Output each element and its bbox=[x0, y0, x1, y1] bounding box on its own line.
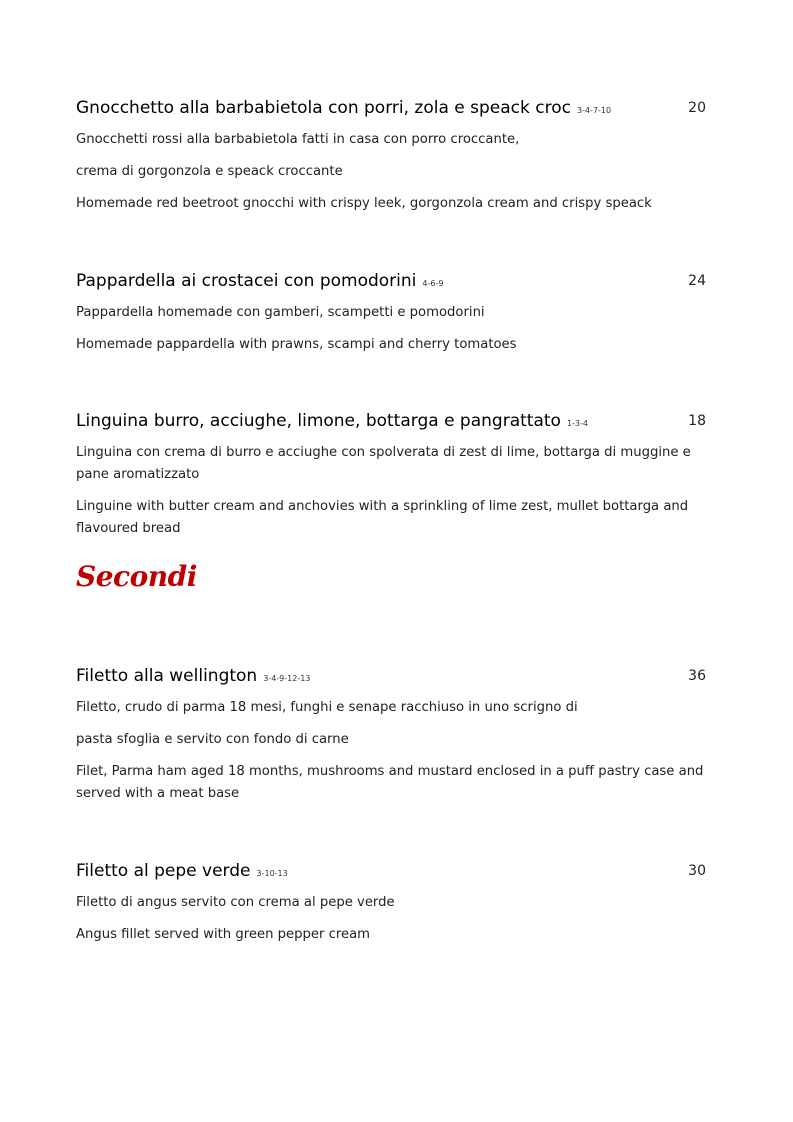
allergen-codes: 3-4-7-10 bbox=[576, 106, 612, 115]
dish-title: Linguina burro, acciughe, limone, bottarga e pangrattato bbox=[76, 411, 561, 431]
dish-title: Filetto alla wellington bbox=[76, 666, 258, 686]
dish-description: Linguine with butter cream and anchovies with a sprinkling of lime zest, mullet bottarga and flavoured bread bbox=[76, 499, 689, 536]
dish-description: Filet, Parma ham aged 18 months, mushrooms and mustard enclosed in a puff pastry case and served with a meat base bbox=[76, 764, 704, 801]
dish-price: 24 bbox=[688, 273, 706, 289]
dish-description: Gnocchetti rossi alla barbabietola fatti in casa con porro croccante, bbox=[76, 132, 520, 147]
dish-description: crema di gorgonzola e speack croccante bbox=[76, 164, 343, 179]
menu-item-header bbox=[76, 97, 706, 119]
menu-item bbox=[76, 270, 706, 356]
allergen-codes: 3-10-13 bbox=[256, 869, 288, 878]
menu-item-header bbox=[76, 410, 706, 432]
menu-item-header bbox=[76, 665, 706, 687]
section-heading-secondi: Secondi bbox=[76, 560, 197, 593]
allergen-codes: 3-4-9-12-13 bbox=[263, 674, 311, 683]
dish-description: Angus fillet served with green pepper cream bbox=[76, 927, 370, 942]
menu-item-header bbox=[76, 860, 706, 882]
dish-description: Filetto, crudo di parma 18 mesi, funghi e senape racchiuso in uno scrigno di bbox=[76, 700, 578, 715]
dish-price: 36 bbox=[688, 668, 706, 684]
menu-item bbox=[76, 860, 706, 946]
dish-description: pasta sfoglia e servito con fondo di carne bbox=[76, 732, 349, 747]
dish-title: Filetto al pepe verde bbox=[76, 861, 251, 881]
allergen-codes: 1-3-4 bbox=[566, 419, 588, 428]
dish-price: 30 bbox=[688, 863, 706, 879]
dish-description: Linguina con crema di burro e acciughe con spolverata di zest di lime, bottarga di muggine e pane aromatizzato bbox=[76, 445, 691, 482]
dish-price: 18 bbox=[688, 413, 706, 429]
dish-description: Filetto di angus servito con crema al pepe verde bbox=[76, 895, 395, 910]
menu-item-header bbox=[76, 270, 706, 292]
menu-item bbox=[76, 97, 706, 215]
menu-item bbox=[76, 410, 706, 540]
allergen-codes: 4-6-9 bbox=[422, 279, 444, 288]
dish-description: Homemade pappardella with prawns, scampi and cherry tomatoes bbox=[76, 337, 517, 352]
menu-item bbox=[76, 665, 706, 805]
dish-title: Pappardella ai crostacei con pomodorini bbox=[76, 271, 417, 291]
dish-title: Gnocchetto alla barbabietola con porri, zola e speack croc bbox=[76, 98, 571, 118]
dish-price: 20 bbox=[688, 100, 706, 116]
dish-description: Pappardella homemade con gamberi, scampetti e pomodorini bbox=[76, 305, 485, 320]
dish-description: Homemade red beetroot gnocchi with crispy leek, gorgonzola cream and crispy speack bbox=[76, 196, 652, 211]
